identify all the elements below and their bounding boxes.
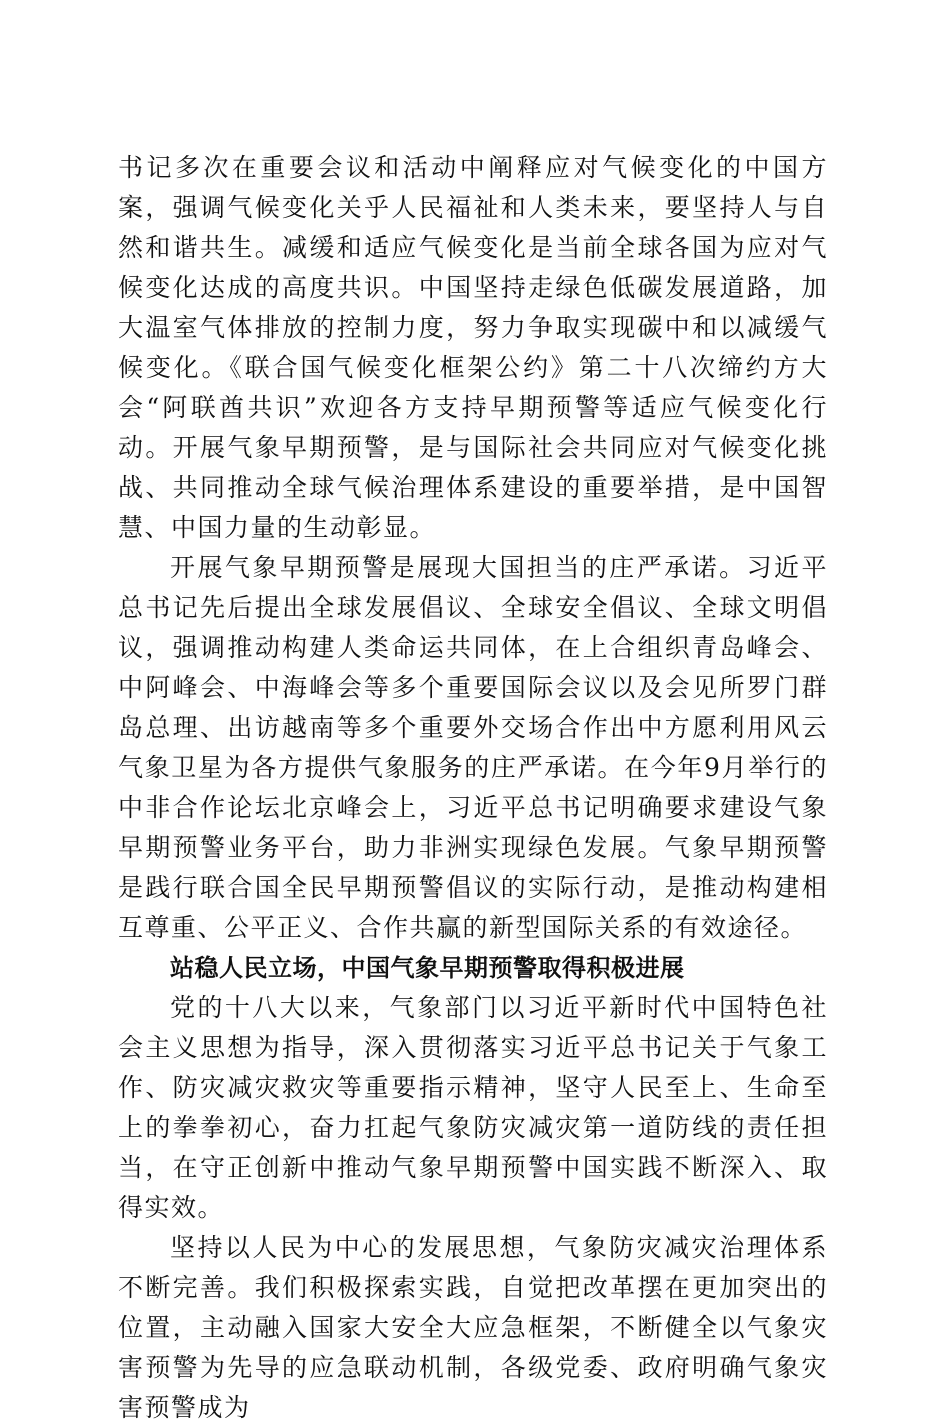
section-heading: 站稳人民立场，中国气象早期预警取得积极进展 [170, 954, 685, 982]
paragraph-progress-since-18th-congress: 党的十八大以来，气象部门以习近平新时代中国特色社会主义思想为指导，深入贯彻落实习近平总书记关于气象工作、防灾减灾救灾等重要指示精神，坚守人民至上、生命至上的拳拳初心，奋力扛起气象防灾减灾第一道防线的责任担当，在守正创新中推动气象早期预警中国实践不断深入、取得实效。 [118, 993, 828, 1222]
paragraph-climate-plan: 书记多次在重要会议和活动中阐释应对气候变化的中国方案，强调气候变化关乎人民福祉和人类未来，要坚持人与自然和谐共生。减缓和适应气候变化是当前全球各国为应对气候变化达成的高度共识。中国坚持走绿色低碳发展道路，加大温室气体排放的控制力度，努力争取实现碳中和以减缓气候变化。《联合国气候变化框架公约》第二十八次缔约方大会“阿联酋共识”欢迎各方支持早期预警等适应气候变化行动。开展气象早期预警，是与国际社会共同应对气候变化挑战、共同推动全球气候治理体系建设的重要举措，是中国智慧、中国力量的生动彰显。 [118, 153, 828, 542]
paragraph-governance-system: 坚持以人民为中心的发展思想，气象防灾减灾治理体系不断完善。我们积极探索实践，自觉把改革摆在更加突出的位置，主动融入国家大安全大应急框架，不断健全以气象灾害预警为先导的应急联动机制，各级党委、政府明确气象灾害预警成为 [118, 1233, 828, 1422]
paragraph-major-country-commitment: 开展气象早期预警是展现大国担当的庄严承诺。习近平总书记先后提出全球发展倡议、全球安全倡议、全球文明倡议，强调推动构建人类命运共同体，在上合组织青岛峰会、中阿峰会、中海峰会等多个重要国际会议以及会见所罗门群岛总理、出访越南等多个重要外交场合作出中方愿利用风云气象卫星为各方提供气象服务的庄严承诺。在今年9月举行的中非合作论坛北京峰会上，习近平总书记明确要求建设气象早期预警业务平台，助力非洲实现绿色发展。气象早期预警是践行联合国全民早期预警倡议的实际行动，是推动构建相互尊重、公平正义、合作共赢的新型国际关系的有效途径。 [118, 553, 828, 942]
document-body [118, 148, 828, 1428]
